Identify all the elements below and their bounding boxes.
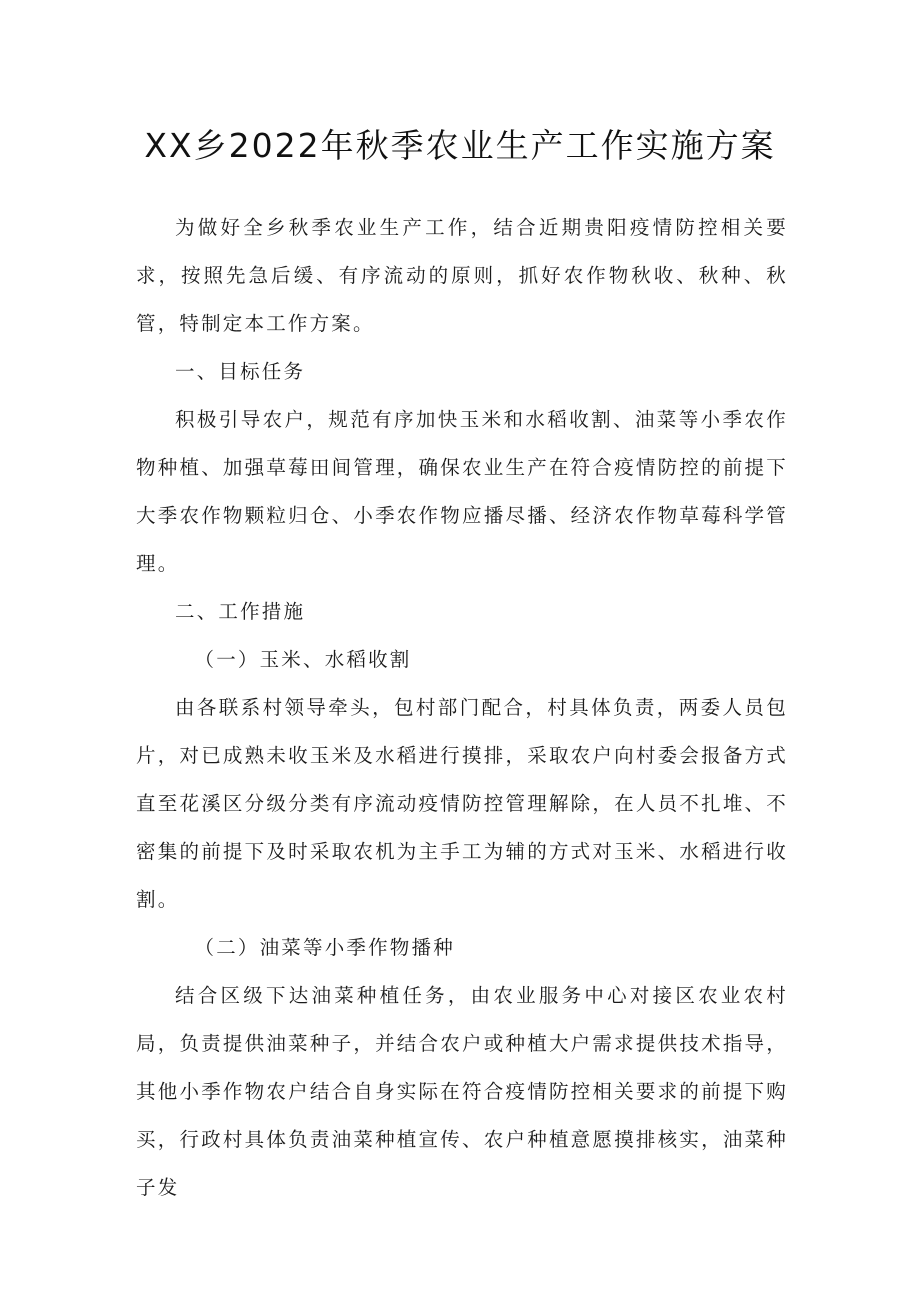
section-heading-measures: 二、工作措施	[175, 600, 306, 623]
subsection-heading-harvest: （一）玉米、水稻收割	[194, 648, 412, 671]
goals-paragraph: 积极引导农户，规范有序加快玉米和水稻收割、油菜等小季农作物种植、加强草莓田间管理，确保农业生产在符合疫情防控的前提下大季农作物颗粒归仓、小季农作物应播尽播、经济农作物草莓科学管理。	[136, 408, 788, 575]
document-body	[136, 204, 788, 1212]
intro-paragraph: 为做好全乡秋季农业生产工作，结合近期贵阳疫情防控相关要求，按照先急后缓、有序流动的原则，抓好农作物秋收、秋种、秋管，特制定本工作方案。	[136, 216, 788, 335]
subsection-heading-sowing: （二）油菜等小季作物播种	[194, 936, 455, 959]
harvest-paragraph: 由各联系村领导牵头，包村部门配合，村具体负责，两委人员包片，对已成熟未收玉米及水稻进行摸排，采取农户向村委会报备方式直至花溪区分级分类有序流动疫情防控管理解除，在人员不扎堆、不密集的前提下及时采取农机为主手工为辅的方式对玉米、水稻进行收割。	[136, 696, 788, 911]
document-title: XX乡2022年秋季农业生产工作实施方案	[144, 126, 776, 165]
sowing-paragraph: 结合区级下达油菜种植任务，由农业服务中心对接区农业农村局，负责提供油菜种子，并结合农户或种植大户需求提供技术指导，其他小季作物农户结合自身实际在符合疫情防控相关要求的前提下购买，行政村具体负责油菜种植宣传、农户种植意愿摸排核实，油菜种子发	[136, 984, 788, 1199]
section-heading-goals: 一、目标任务	[175, 360, 306, 383]
